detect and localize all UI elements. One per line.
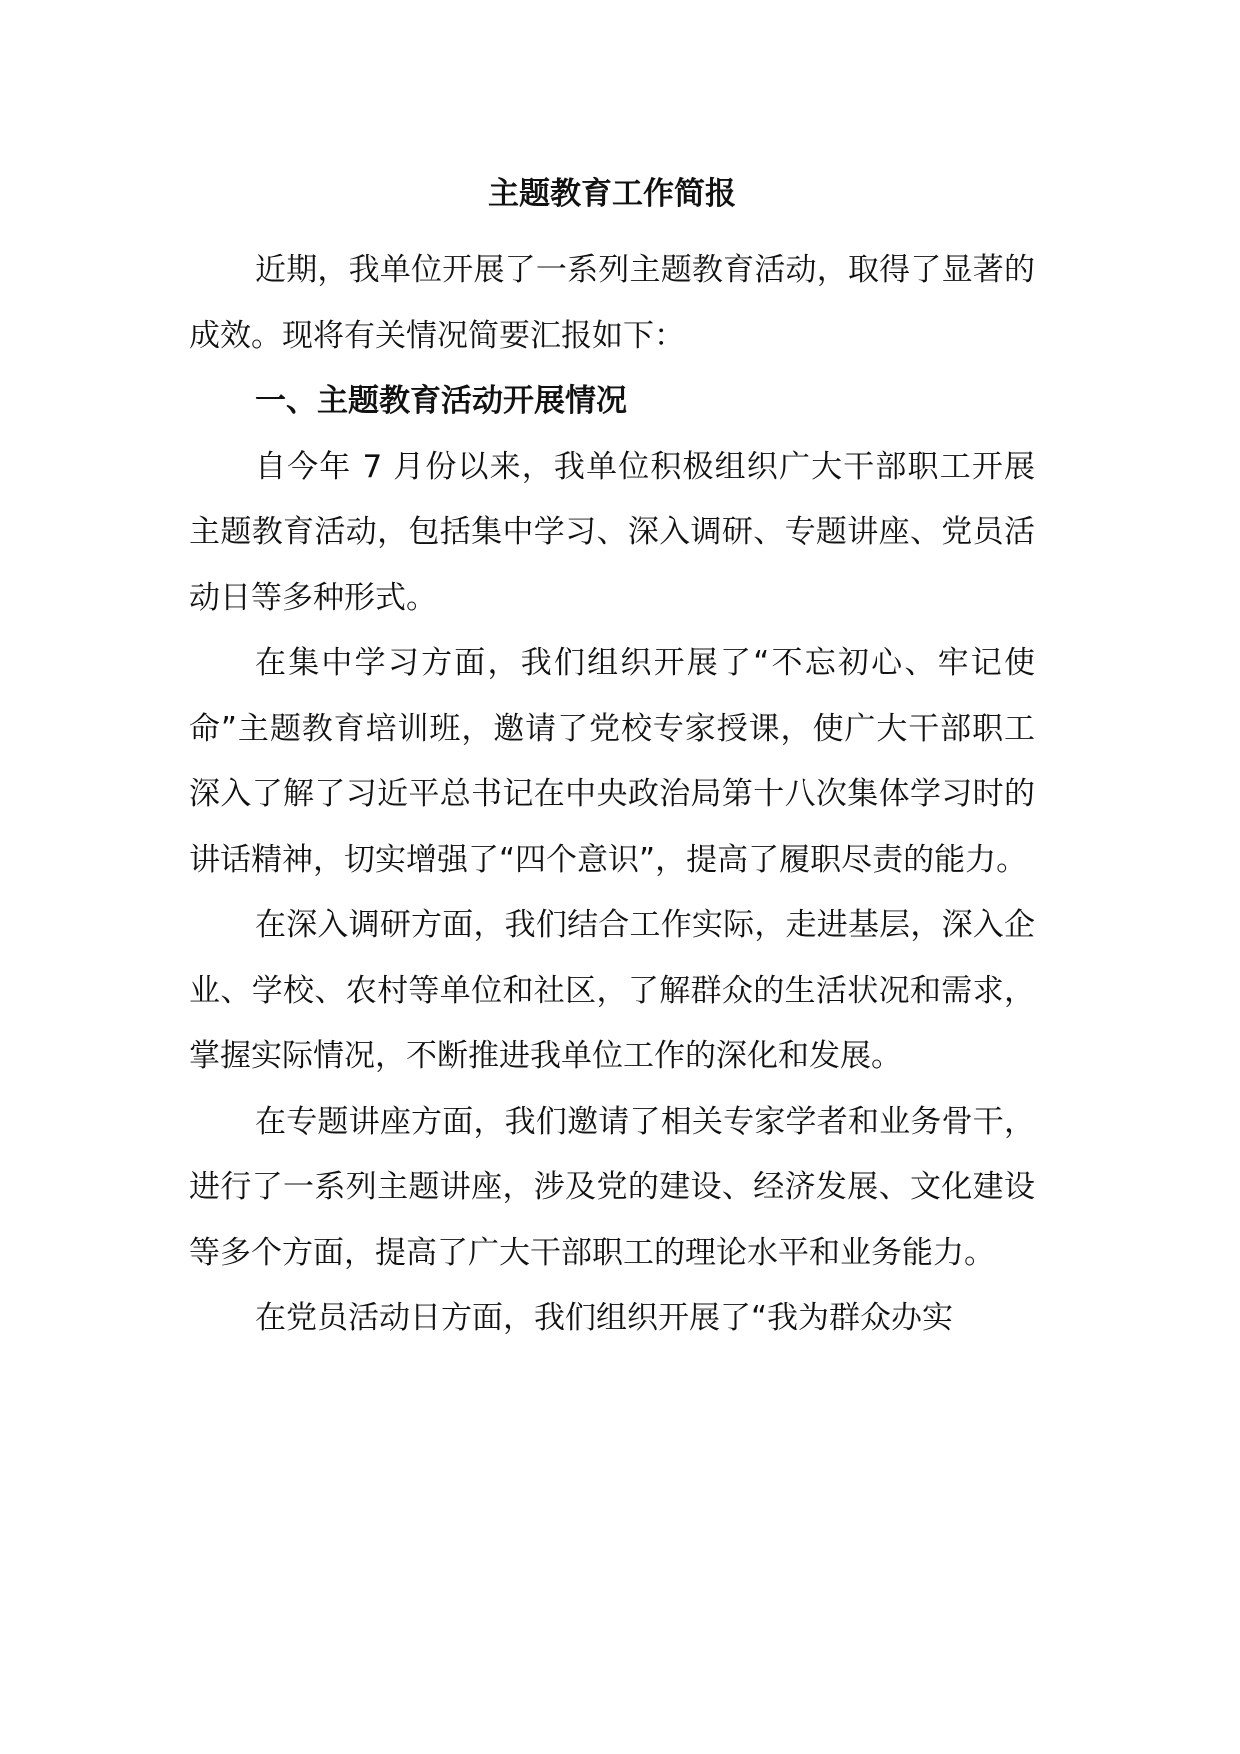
- paragraph-party-member-day: 在党员活动日方面，我们组织开展了“我为群众办实: [255, 1300, 954, 1336]
- intro-paragraph: 近期，我单位开展了一系列主题教育活动，取得了显著的成效。现将有关情况简要汇报如下：: [189, 252, 1035, 354]
- document-body: [189, 172, 1035, 1352]
- paragraph-in-depth-research: 在深入调研方面，我们结合工作实际，走进基层，深入企业、学校、农村等单位和社区，了解群众的生活状况和需求，掌握实际情况，不断推进我单位工作的深化和发展。: [189, 907, 1035, 1074]
- paragraph-centralized-study: 在集中学习方面，我们组织开展了“不忘初心、牢记使命”主题教育培训班，邀请了党校专家授课，使广大干部职工深入了解了习近平总书记在中央政治局第十八次集体学习时的讲话精神，切实增强了“四个意识”，提高了履职尽责的能力。: [189, 645, 1035, 878]
- document-title: 主题教育工作简报: [488, 176, 736, 212]
- paragraph-overview: 自今年 7 月份以来，我单位积极组织广大干部职工开展主题教育活动，包括集中学习、深入调研、专题讲座、党员活动日等多种形式。: [189, 448, 1035, 616]
- paragraph-special-lectures: 在专题讲座方面，我们邀请了相关专家学者和业务骨干，进行了一系列主题讲座，涉及党的建设、经济发展、文化建设等多个方面，提高了广大干部职工的理论水平和业务能力。: [189, 1103, 1035, 1271]
- section-heading: 一、主题教育活动开展情况: [255, 383, 627, 419]
